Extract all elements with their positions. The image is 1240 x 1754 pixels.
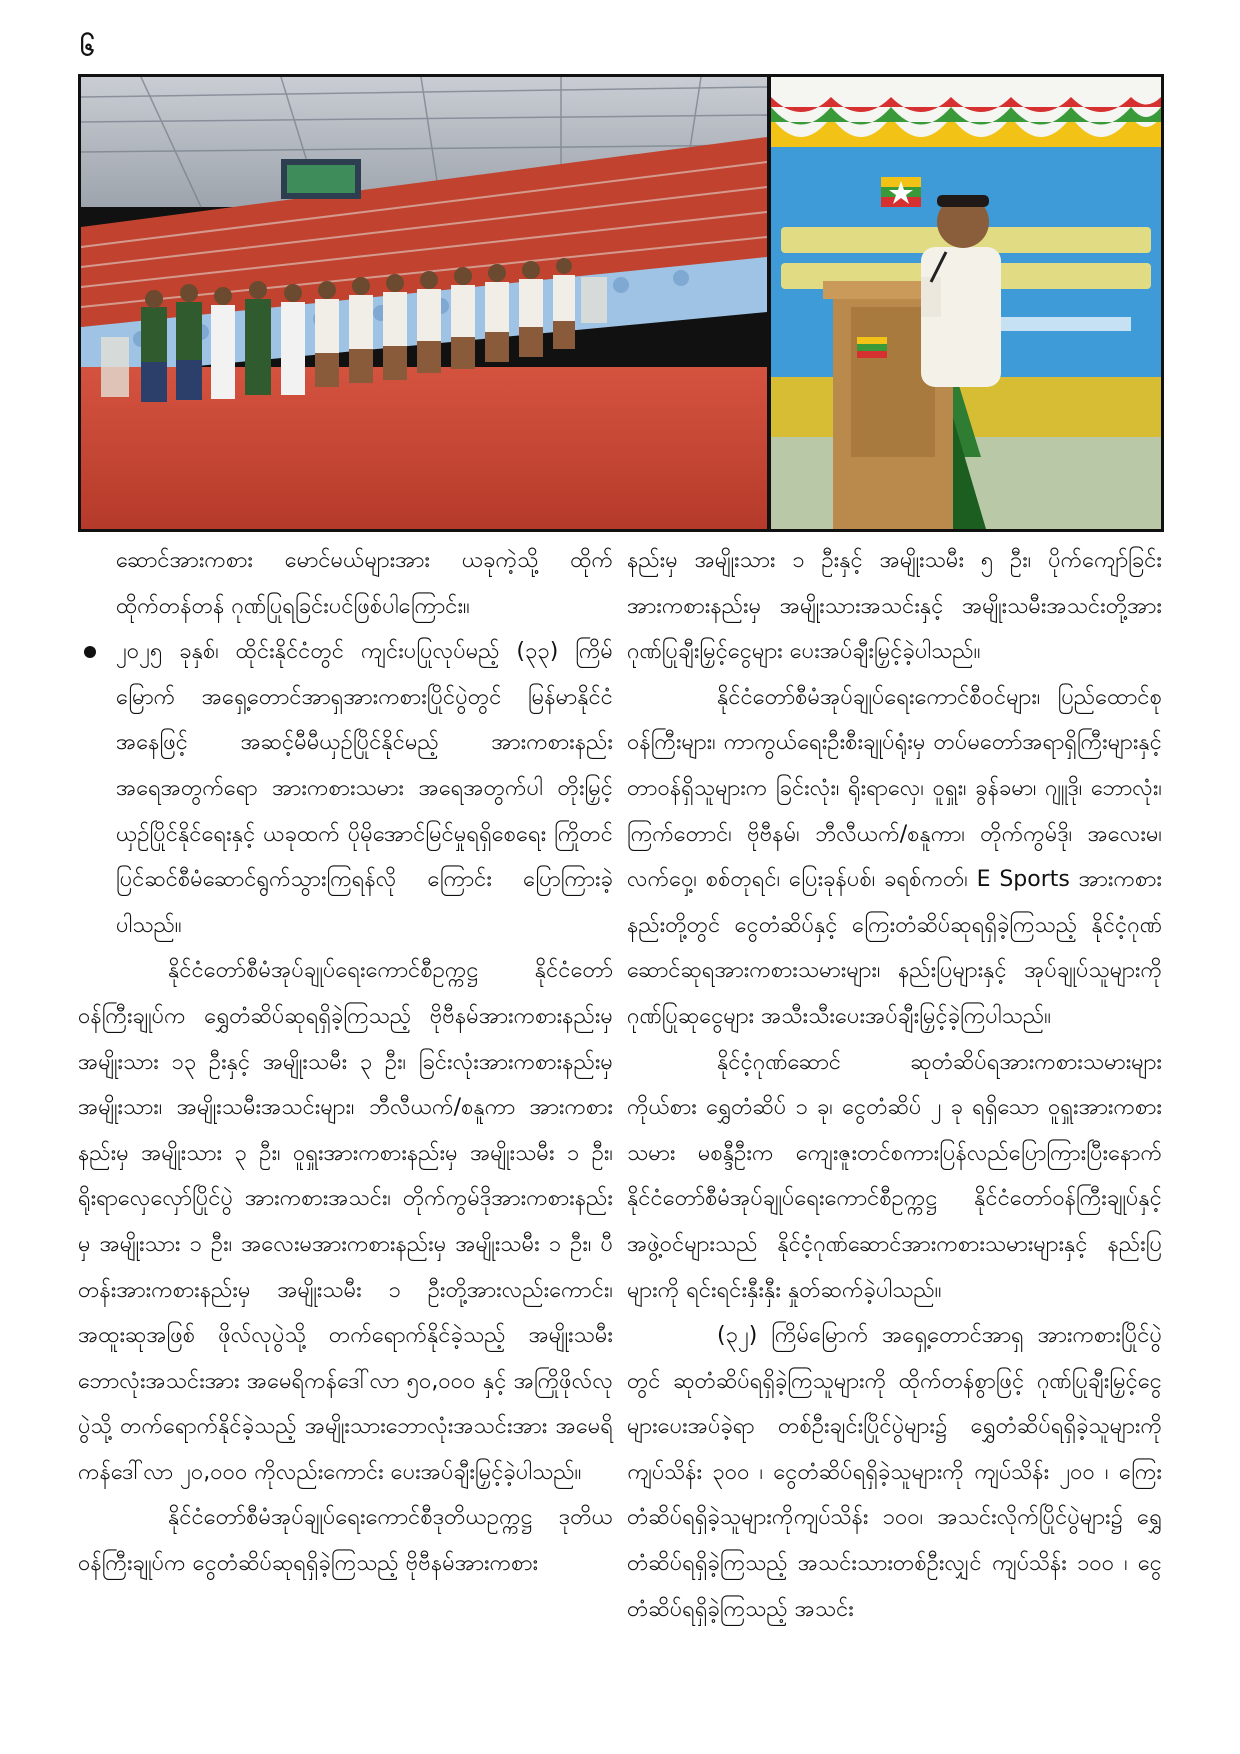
text-column-right: [627, 538, 1162, 1632]
photo-strip: [78, 74, 1164, 532]
paragraph: (၃၂) ကြိမ်မြောက် အရှေ့တောင်အာရှ အားကစားပြိုင်ပွဲတွင် ဆုတံဆိပ်ရရှိခဲ့ကြသူများကို ထိုက်တန်စွာဖြင့် ဂုဏ်ပြုချီးမြှင့်ငွေများပေးအပ်ခဲ့ရာ တစ်ဦးချင်းပြိုင်ပွဲများ၌ ရွှေတံဆိပ်ရရှိခဲ့သူများကို ကျပ်သိန်း ၃၀၀ ၊ ငွေတံဆိပ်ရရှိခဲ့သူများကို ကျပ်သိန်း ၂၀၀ ၊ ကြေးတံဆိပ်ရရှိခဲ့သူများကိုကျပ်သိန်း ၁၀၀၊ အသင်းလိုက်ပြိုင်ပွဲများ၌ ရွှေတံဆိပ်ရရှိခဲ့ကြသည့် အသင်းသားတစ်ဦးလျှင် ကျပ်သိန်း ၁၀၀ ၊ ငွေတံဆိပ်ရရှိခဲ့ကြသည့် အသင်း: [627, 1323, 1162, 1622]
speaker-at-podium-photo: [771, 77, 1161, 529]
text-column-left: [78, 538, 613, 1587]
paragraph: နိုင်ငံတော်စီမံအုပ်ချုပ်ရေးကောင်စီဝင်များ၊ ပြည်ထောင်စုဝန်ကြီးများ၊ ကာကွယ်ရေးဦးစီးချုပ်ရုံးမှ တပ်မတော်အရာရှိကြီးများနှင့် တာဝန်ရှိသူများက ခြင်းလုံး၊ ရိုးရာလှေ၊ ဝူရှူး၊ ခွန်ခမာ၊ ဂျူဒို၊ ဘောလုံး၊ ကြက်တောင်၊ ဗိုဗီနမ်၊ ဘီလီယက်/စနူကာ၊ တိုက်ကွမ်ဒို၊ အလေးမ၊ လက်ဝှေ့၊ စစ်တုရင်၊ ပြေးခုန်ပစ်၊ ခရစ်ကတ်၊ E Sports အားကစားနည်းတို့တွင် ငွေတံဆိပ်နှင့် ကြေးတံဆိပ်ဆုရရှိခဲ့ကြသည့် နိုင်ငံ့ဂုဏ်ဆောင်ဆုရအားကစားသမားများ၊ နည်းပြများနှင့် အုပ်ချုပ်သူများကို ဂုဏ်ပြုဆုငွေများ အသီးသီးပေးအပ်ချီးမြှင့်ခဲ့ကြပါသည်။: [627, 684, 1162, 1029]
paragraph: ဆောင်အားကစား မောင်မယ်များအား ယခုကဲ့သို့ ထိုက် ထိုက်တန်တန် ဂုဏ်ပြုရခြင်းပင်ဖြစ်ပါကြောင်း။: [116, 548, 613, 619]
stadium-audience-photo: [81, 77, 767, 529]
paragraph: နိုင်ငံ့ဂုဏ်ဆောင် ဆုတံဆိပ်ရအားကစားသမားများကိုယ်စား ရွှေတံဆိပ် ၁ ခု၊ ငွေတံဆိပ် ၂ ခု ရရှိသော ဝူရှူးအားကစားသမား မစန္ဒီဦးက ကျေးဇူးတင်စကားပြန်လည်ပြောကြားပြီးနောက် နိုင်ငံတော်စီမံအုပ်ချုပ်ရေးကောင်စီဥက္ကဋ္ဌ နိုင်ငံတော်ဝန်ကြီးချုပ်နှင့်အဖွဲ့ဝင်များသည် နိုင်ငံ့ဂုဏ်ဆောင်အားကစားသမားများနှင့် နည်းပြများကို ရင်းရင်းနှီးနှီး နှုတ်ဆက်ခဲ့ပါသည်။: [627, 1049, 1162, 1303]
bullet-icon: [84, 646, 96, 658]
page-number: ၆: [80, 32, 95, 62]
bullet-item: [78, 629, 613, 948]
paragraph: နည်းမှ အမျိုးသား ၁ ဦးနှင့် အမျိုးသမီး ၅ ဦး၊ ပိုက်ကျော်ခြင်းအားကစားနည်းမှ အမျိုးသားအသင်းနှင့် အမျိုးသမီးအသင်းတို့အား ဂုဏ်ပြုချီးမြှင့်ငွေများ ပေးအပ်ချီးမြှင့်ခဲ့ပါသည်။: [627, 548, 1162, 665]
paragraph: နိုင်ငံတော်စီမံအုပ်ချုပ်ရေးကောင်စီဒုတိယဥက္ကဋ္ဌ ဒုတိယဝန်ကြီးချုပ်က ငွေတံဆိပ်ဆုရရှိခဲ့ကြသည့် ဗိုဗီနမ်အားကစား: [78, 1505, 613, 1577]
paragraph: ၂၀၂၅ ခုနှစ်၊ ထိုင်းနိုင်ငံတွင် ကျင်းပပြုလုပ်မည့် (၃၃) ကြိမ်မြောက် အရှေ့တောင်အာရှအားကစားပြိုင်ပွဲတွင် မြန်မာနိုင်ငံအနေဖြင့် အဆင့်မီမီယှဉ်ပြိုင်နိုင်မည့် အားကစားနည်း အရေအတွက်ရော အားကစားသမား အရေအတွက်ပါ တိုးမြှင့်ယှဉ်ပြိုင်နိုင်ရေးနှင့် ယခုထက် ပိုမိုအောင်မြင်မှုရရှိစေရေး ကြိုတင်ပြင်ဆင်စီမံဆောင်ရွက်သွားကြရန်လို ကြောင်း ပြောကြားခဲ့ပါသည်။: [116, 639, 613, 938]
paragraph: နိုင်ငံတော်စီမံအုပ်ချုပ်ရေးကောင်စီဥက္ကဋ္ဌ နိုင်ငံတော်ဝန်ကြီးချုပ်က ရွှေတံဆိပ်ဆုရရှိခဲ့ကြသည့် ဗိုဗီနမ်အားကစားနည်းမှ အမျိုးသား ၁၃ ဦးနှင့် အမျိုးသမီး ၃ ဦး၊ ခြင်းလုံးအားကစားနည်းမှ အမျိုးသား၊ အမျိုးသမီးအသင်းများ၊ ဘီလီယက်/စနူကာ အားကစားနည်းမှ အမျိုးသား ၃ ဦး၊ ဝူရှူးအားကစားနည်းမှ အမျိုးသမီး ၁ ဦး၊ ရိုးရာလှေလှော်ပြိုင်ပွဲ အားကစားအသင်း၊ တိုက်ကွမ်ဒိုအားကစားနည်းမှ အမျိုးသား ၁ ဦး၊ အလေးမအားကစားနည်းမှ အမျိုးသမီး ၁ ဦး၊ ပီတန်းအားကစားနည်းမှ အမျိုးသမီး ၁ ဦးတို့အားလည်းကောင်း၊ အထူးဆုအဖြစ် ဖိုလ်လုပွဲသို့ တက်ရောက်နိုင်ခဲ့သည့် အမျိုးသမီးဘောလုံးအသင်းအား အမေရိကန်ဒေါ်လာ ၅၀,၀၀၀ နှင့် အကြိုဖိုလ်လုပွဲသို့ တက်ရောက်နိုင်ခဲ့သည့် အမျိုးသားဘောလုံးအသင်းအား အမေရိကန်ဒေါ်လာ ၂၀,၀၀၀ ကိုလည်းကောင်း ပေးအပ်ချီးမြှင့်ခဲ့ပါသည်။: [78, 958, 613, 1485]
